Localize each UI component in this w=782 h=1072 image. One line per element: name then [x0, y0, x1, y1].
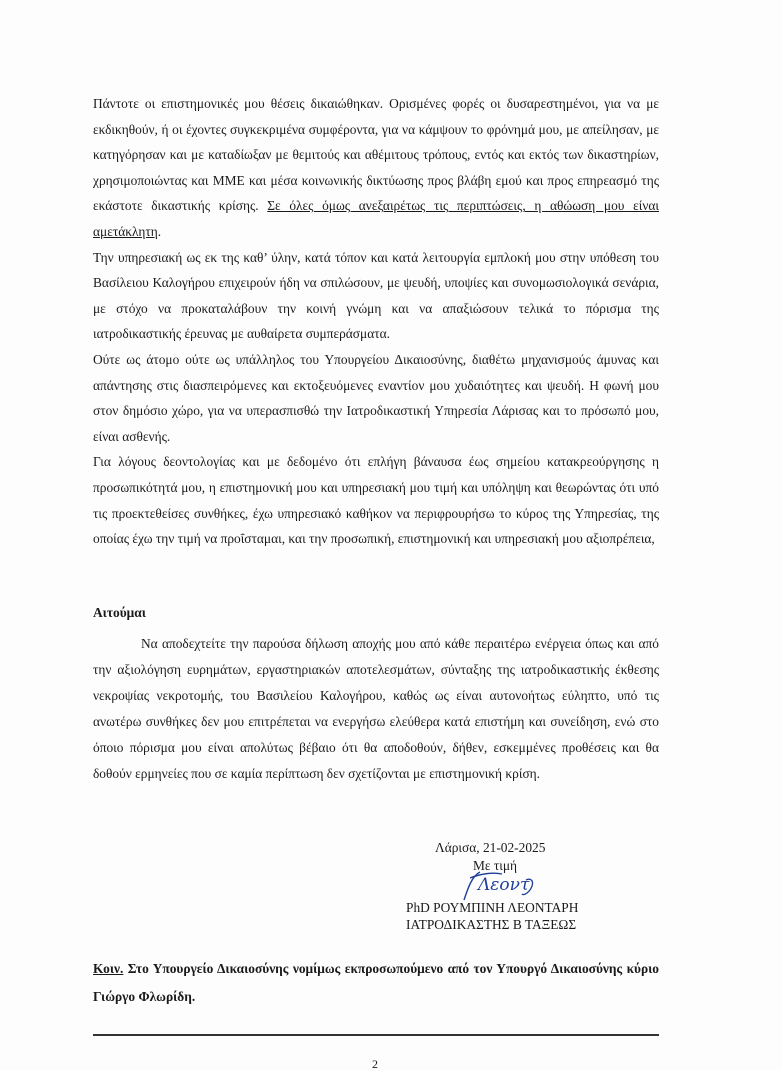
cc-text: Στο Υπουργείο Δικαιοσύνης νομίμως εκπροσωπούμενο από τον Υπουργό Δικαιοσύνης κύριο Γιώργο Φλωρίδη.: [93, 961, 659, 1004]
footer-rule: [93, 1034, 659, 1036]
date-line: Λάρισα, 21-02-2025: [435, 840, 546, 855]
signature-lettering: Λεοντ: [478, 875, 530, 895]
request-heading: Αιτούμαι: [93, 605, 146, 620]
paragraph-2: Την υπηρεσιακή ως εκ της καθ’ ύλην, κατά τόπον και κατά λειτουργία εμπλοκή μου στην υπόθεση του Βασίλειου Καλογήρου επιχειρούν ήδη να σπιλώσουν, με ψευδή, υποψίες και συνομωσιολογικά σενάρια, με στόχο να προκαταλάβουν την κοινή γνώμη και να απαξιώσουν τελικά το πόρισμα της ιατροδικαστικής έρευνας με αυθαίρετα συμπεράσματα.: [93, 249, 659, 342]
paragraph-1-underlined: Σε όλες όμως ανεξαιρέτως τις περιπτώσεις, η αθώωση μου είναι αμετάκλητη: [93, 198, 659, 239]
cc-notice: [93, 955, 659, 1011]
greeting-line: Με τιμή: [473, 858, 518, 873]
paragraph-1-tail: .: [157, 223, 162, 239]
signer-title: ΙΑΤΡΟΔΙΚΑΣΤΗΣ Β ΤΑΞΕΩΣ: [406, 917, 577, 932]
letter-body: [93, 91, 659, 552]
signer-name: PhD ΡΟΥΜΠΙΝΗ ΛΕΟΝΤΑΡΗ: [406, 900, 579, 915]
page-number: 2: [372, 1057, 378, 1071]
cc-label: Κοιν.: [93, 961, 124, 976]
paragraph-3: Ούτε ως άτομο ούτε ως υπάλληλος του Υπουργείου Δικαιοσύνης, διαθέτω μηχανισμούς άμυνας και απάντησης στις διασπειρόμενες και εκτοξευόμενες εναντίον μου χυδαιότητες και ψευδή. Η φωνή μου στον δημόσιο χώρο, για να υπερασπισθώ την Ιατροδικαστική Υπηρεσία Λάρισας και το πρόσωπό μου, είναι ασθενής.: [93, 351, 659, 444]
paragraph-1: [93, 91, 659, 245]
paragraph-4: Για λόγους δεοντολογίας και με δεδομένο ότι επλήγη βάναυσα έως σημείου κατακρεούργησης η προσωπικότητά μου, η επιστημονική μου και υπηρεσιακή μου τιμή και υπόληψη και θεωρώντας ότι υπό τις προεκτεθείσες συνθήκες, έχω υπηρεσιακό καθήκον να περιφρουρήσω το κύρος της Υπηρεσίας, της οποίας έχω την τιμή να προΐσταμαι, και την προσωπική, επιστημονική και υπηρεσιακή μου αξιοπρέπεια,: [93, 454, 659, 547]
paragraph-1-text: Πάντοτε οι επιστημονικές μου θέσεις δικαιώθηκαν. Ορισμένες φορές οι δυσαρεστημένοι, για να με εκδικηθούν, ή οι έχοντες συγκεκριμένα συμφέροντα, για να κάμψουν το φρόνημά μου, με απείλησαν, με κατηγόρησαν και με καταδίωξαν με θεμιτούς και αθέμιτους τρόπους, εντός και εκτός των δικαστηρίων, χρησιμοποιώντας και ΜΜΕ και μέσα κοινωνικής δικτύωσης προς βλάβη εμού και προς επηρεασμό της εκάστοτε δικαστικής κρίσης.: [93, 96, 659, 214]
request-text: Να αποδεχτείτε την παρούσα δήλωση αποχής μου από κάθε περαιτέρω ενέργεια όπως και από την αξιολόγηση ευρημάτων, εργαστηριακών αποτελεσμάτων, σύνταξης της ιατροδικαστικής έκθεσης νεκροψίας νεκροτομής, του Βασιλείου Καλογήρου, καθώς ως είναι αυτονοήτως εύληπτο, υπό τις ανωτέρω συνθήκες δεν μου επιτρέπεται να ενεργήσω ελεύθερα κατά επιστήμη και συνείδηση, ενώ στο όποιο πόρισμα μου είναι απολύτως βέβαιο ότι θα αποδοθούν, δήθεν, εσκεμμένες προθέσεις και θα δοθούν ερμηνείες που σε καμία περίπτωση δεν σχετίζονται με επιστημονική κρίση.: [93, 636, 659, 781]
